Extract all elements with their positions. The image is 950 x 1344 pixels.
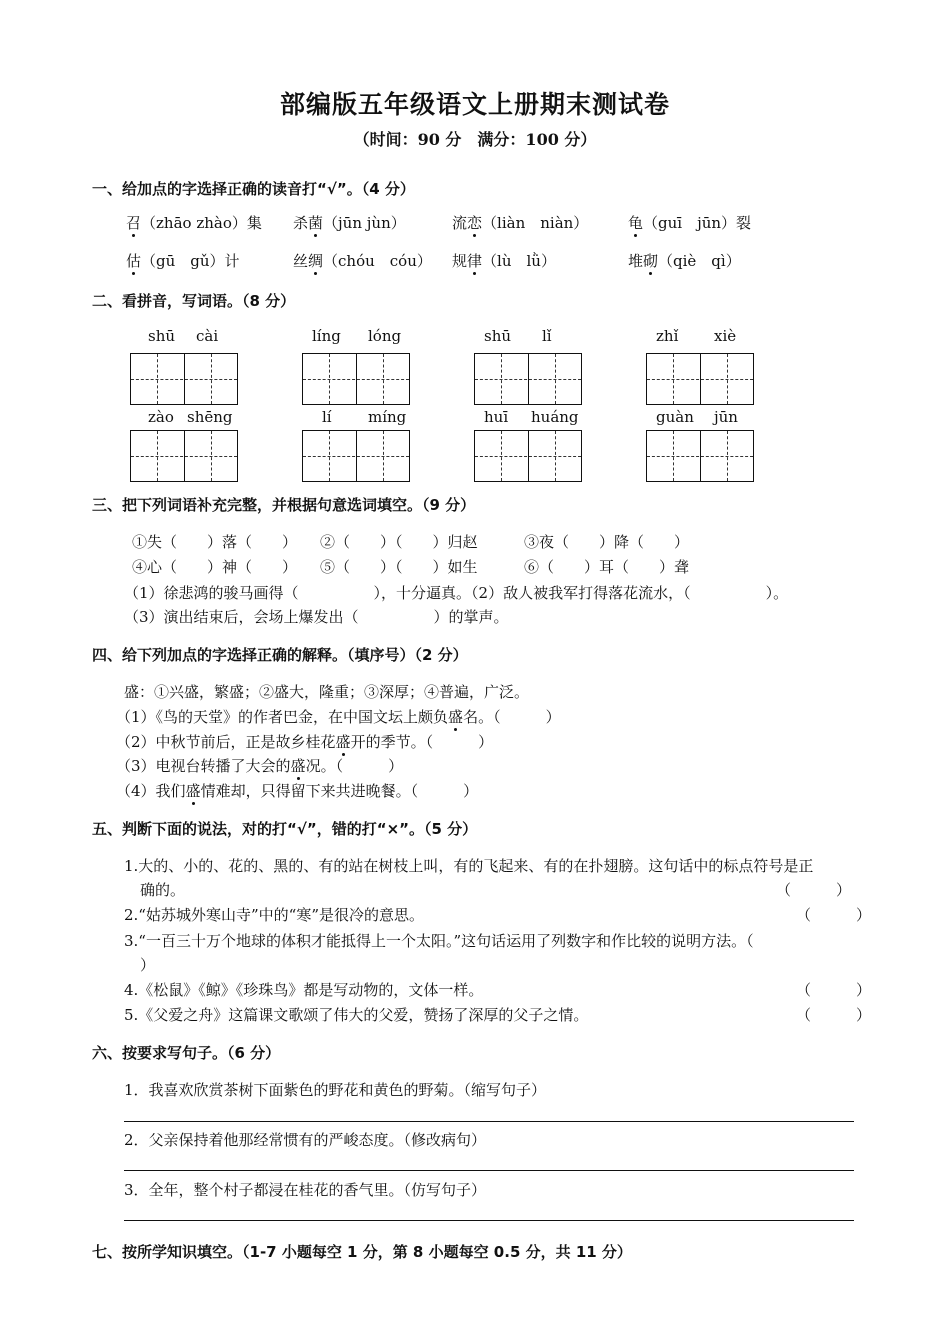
pinyin-label: lǐ: [542, 327, 552, 345]
writing-box[interactable]: [474, 430, 582, 482]
pinyin-label: xiè: [714, 327, 737, 345]
judge-question-5: 5.《父爱之舟》这篇课文歌颂了伟大的父爱，赞扬了深厚的父子之情。: [124, 1006, 589, 1024]
pinyin-item: 丝绸（chóu cóu）: [293, 252, 432, 270]
sentence-task-1: 1．我喜欢欣赏茶树下面紫色的野花和黄色的野菊。（缩写句子）: [124, 1081, 547, 1099]
pinyin-label: jūn: [714, 408, 738, 426]
section-1-title: 一、给加点的字选择正确的读音打“√”。（4 分）: [92, 180, 415, 198]
pinyin-item: 估（gū gǔ）计: [126, 252, 240, 270]
idiom-item: ②（ ）（ ）归赵: [320, 533, 478, 551]
section-2-title: 二、看拼音，写词语。（8 分）: [92, 292, 296, 310]
section-3-title: 三、把下列词语补充完整，并根据句意选词填空。（9 分）: [92, 496, 476, 514]
pinyin-item: 堆砌（qiè qì）: [628, 252, 741, 270]
question-item: （2）中秋节前后，正是故乡桂花盛开的季节。（ ）: [116, 733, 494, 751]
pinyin-label: huī: [484, 408, 509, 426]
pinyin-label: zhǐ: [656, 327, 679, 345]
page-title: 部编版五年级语文上册期末测试卷: [279, 90, 670, 119]
writing-box[interactable]: [302, 430, 410, 482]
writing-box[interactable]: [302, 353, 410, 405]
sentence-task-2: 2．父亲保持着他那经常惯有的严峻态度。（修改病句）: [124, 1131, 487, 1149]
answer-paren[interactable]: （ ）: [776, 881, 852, 899]
answer-line[interactable]: [124, 1170, 854, 1171]
pinyin-item: 杀菌（jūn jùn）: [293, 214, 406, 232]
question-item: （1）《鸟的天堂》的作者巴金，在中国文坛上颇负盛名。（ ）: [116, 708, 561, 726]
section-7-title: 七、按所学知识填空。（1-7 小题每空 1 分，第 8 小题每空 0.5 分，共 11 分）: [92, 1243, 632, 1261]
judge-question-1-cont: 确的。: [140, 881, 186, 899]
idiom-item: ⑤（ ）（ ）如生: [320, 558, 478, 576]
pinyin-label: cài: [196, 327, 219, 345]
section-6-title: 六、按要求写句子。（6 分）: [92, 1044, 281, 1062]
pinyin-label: shū: [484, 327, 512, 345]
judge-question-3-cont: ）: [140, 956, 156, 974]
pinyin-label: huáng: [531, 408, 579, 426]
pinyin-label: shū: [148, 327, 176, 345]
answer-paren[interactable]: （ ）: [796, 1006, 872, 1024]
section-5-title: 五、判断下面的说法，对的打“√”，错的打“×”。（5 分）: [92, 820, 478, 838]
idiom-item: ③夜（ ）降（ ）: [524, 533, 690, 551]
pinyin-item: 规律（lù lǜ）: [452, 252, 556, 270]
writing-box[interactable]: [646, 430, 754, 482]
fill-sentence: （3）演出结束后，会场上爆发出（ ）的掌声。: [124, 608, 509, 626]
judge-question-2: 2.“姑苏城外寒山寺”中的“寒”是很冷的意思。: [124, 906, 424, 924]
judge-question-1: 1.大的、小的、花的、黑的、有的站在树枝上叫，有的飞起来、有的在扑翅膀。这句话中的标点符号是正: [124, 857, 814, 875]
answer-paren[interactable]: （ ）: [796, 981, 872, 999]
pinyin-label: shēng: [187, 408, 233, 426]
answer-line[interactable]: [124, 1121, 854, 1122]
writing-box[interactable]: [474, 353, 582, 405]
pinyin-label: lí: [322, 408, 332, 426]
pinyin-item: 召（zhāo zhào）集: [126, 214, 262, 232]
question-item: （3）电视台转播了大会的盛况。（ ）: [116, 757, 404, 775]
section-4-title: 四、给下列加点的字选择正确的解释。（填序号）（2 分）: [92, 646, 468, 664]
definition-list: 盛：①兴盛，繁盛；②盛大，隆重；③深厚；④普遍，广泛。: [124, 683, 530, 701]
writing-box[interactable]: [130, 430, 238, 482]
idiom-item: ⑥（ ）耳（ ）聋: [524, 558, 690, 576]
writing-box[interactable]: [130, 353, 238, 405]
idiom-item: ④心（ ）神（ ）: [132, 558, 298, 576]
idiom-item: ①失（ ）落（ ）: [132, 533, 298, 551]
pinyin-label: zào: [148, 408, 174, 426]
pinyin-item: 流恋（liàn niàn）: [452, 214, 589, 232]
judge-question-3: 3.“一百三十万个地球的体积才能抵得上一个太阳。”这句话运用了列数字和作比较的说明方法。（: [124, 932, 754, 950]
judge-question-4: 4.《松鼠》《鲸》《珍珠鸟》都是写动物的，文体一样。: [124, 981, 484, 999]
fill-sentence: （1）徐悲鸿的骏马画得（ ），十分逼真。（2）敌人被我军打得落花流水，（ ）。: [124, 584, 789, 602]
pinyin-label: míng: [368, 408, 407, 426]
answer-paren[interactable]: （ ）: [796, 906, 872, 924]
question-item: （4）我们盛情难却，只得留下来共进晚餐。（ ）: [116, 782, 479, 800]
pinyin-label: lóng: [368, 327, 402, 345]
pinyin-label: guàn: [656, 408, 694, 426]
answer-line[interactable]: [124, 1220, 854, 1221]
pinyin-item: 龟（guī jūn）裂: [628, 214, 752, 232]
writing-box[interactable]: [646, 353, 754, 405]
pinyin-label: líng: [312, 327, 341, 345]
exam-info: （时间：90 分 满分：100 分）: [353, 130, 597, 149]
sentence-task-3: 3．全年，整个村子都浸在桂花的香气里。（仿写句子）: [124, 1181, 487, 1199]
